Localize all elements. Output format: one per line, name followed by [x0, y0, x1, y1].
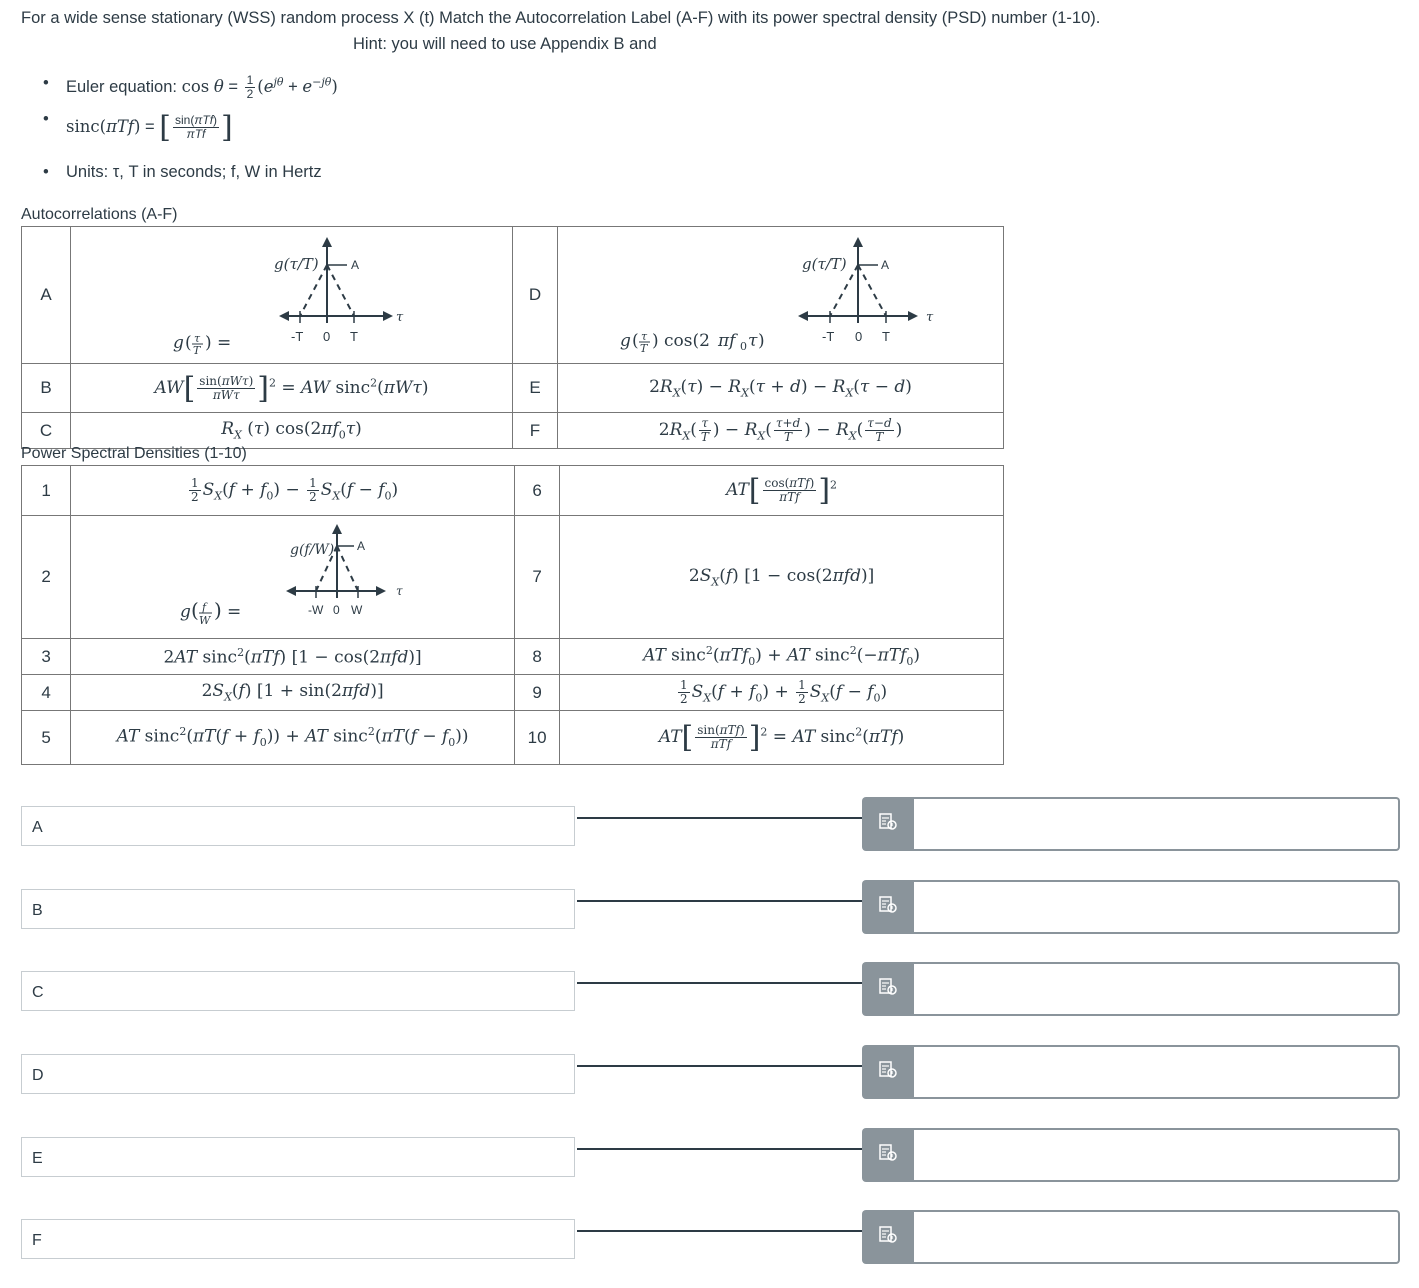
- psd-label-8: 8: [514, 639, 559, 675]
- psd-expr-5: AT $\sin c^2(\pi T(f + f_0))$ + AT $\sin c^2(\pi T(f - f_0))$: [71, 711, 515, 765]
- answer-button-c[interactable]: [862, 962, 914, 1016]
- svg-text:W: W: [351, 603, 363, 617]
- answer-button-d[interactable]: [862, 1045, 914, 1099]
- psd-label-1: 1: [22, 466, 71, 516]
- bullet-units: • Units: τ, T in seconds; f, W in Hertz: [21, 163, 322, 182]
- ac-expr-c: $R_X$ (τ) $\cos(2\pi f_0\tau)$: [71, 413, 513, 449]
- svg-text:0: 0: [740, 340, 747, 353]
- drag-drop-icon: [878, 1060, 898, 1085]
- psd-expr-4: $2S_X(f) [1 + \sin(2\pi fd)]$: [71, 675, 515, 711]
- autocorrelations-title: Autocorrelations (A-F): [21, 206, 178, 223]
- psd-label-9: 9: [514, 675, 559, 711]
- answer-label-e: E: [21, 1137, 575, 1177]
- svg-text:T: T: [193, 344, 201, 357]
- psd-expr-6: AT[ $\frac{\text{cos(πTf)}}{\text{πTf}}$ ]$^2$: [560, 466, 1004, 516]
- ac-expr-b: AW[ $\frac{\text{sin(πWτ)}}{\text{πWτ}}$ ]$^2$ = AW sinc$^2$(πWτ): [71, 364, 513, 413]
- answer-connector-d: [577, 1065, 863, 1067]
- ac-expr-a: [71, 227, 513, 364]
- svg-text:): ): [758, 331, 765, 351]
- drag-drop-icon: [878, 1143, 898, 1168]
- psd-expr-8: AT sinc$^2$(πTf$_0$) + AT sinc$^2$(−πTf$_0$): [560, 639, 1004, 675]
- ac-label-c: C: [22, 413, 71, 449]
- psd-expr-1: $\frac{1}{2}$ $S_X(f + f_0)$ − $\frac{1}{2}$ $S_X(f - f_0)$: [71, 466, 515, 516]
- svg-text:A: A: [357, 539, 366, 553]
- svg-text:τ: τ: [194, 332, 201, 345]
- svg-text:(: (: [632, 331, 639, 351]
- svg-text:τ: τ: [926, 310, 934, 325]
- svg-text:) cos(2: ) cos(2: [652, 331, 710, 351]
- answer-button-a[interactable]: [862, 797, 914, 851]
- svg-text:T: T: [882, 329, 890, 344]
- svg-text:g: g: [180, 602, 191, 622]
- triangle-plot-2: [72, 516, 513, 633]
- svg-text:g: g: [173, 333, 184, 353]
- answer-dropzone-d[interactable]: [914, 1045, 1400, 1099]
- psd-expr-3: 2AT sinc$^2$(πTf) [1 − cos(2πfd)]: [71, 639, 515, 675]
- svg-text:0: 0: [333, 603, 340, 617]
- hint-text: Hint: you will need to use Appendix B and: [353, 35, 657, 53]
- answer-button-e[interactable]: [862, 1128, 914, 1182]
- svg-text:τ: τ: [396, 584, 403, 598]
- answer-label-f: F: [21, 1219, 575, 1259]
- psd-expr-2: [71, 516, 515, 639]
- svg-text:-T: -T: [291, 329, 304, 344]
- svg-text:=: =: [227, 602, 242, 622]
- answer-dropzone-a[interactable]: [914, 797, 1400, 851]
- svg-text:f: f: [202, 601, 207, 614]
- svg-text:g(f/W): g(f/W): [290, 542, 335, 558]
- answer-connector-f: [577, 1230, 863, 1232]
- answer-label-d: D: [21, 1054, 575, 1094]
- svg-text:0: 0: [323, 329, 331, 344]
- answer-connector-b: [577, 900, 863, 902]
- psd-label-2: 2: [22, 516, 71, 639]
- svg-text:0: 0: [855, 329, 863, 344]
- svg-text:(: (: [191, 598, 199, 622]
- psd-label-5: 5: [22, 711, 71, 765]
- answer-dropzone-b[interactable]: [914, 880, 1400, 934]
- svg-text:g(τ/T): g(τ/T): [274, 255, 319, 273]
- answer-connector-a: [577, 817, 863, 819]
- svg-text:τ: τ: [748, 331, 758, 351]
- answer-label-b: B: [21, 889, 575, 929]
- psd-label-10: 10: [514, 711, 559, 765]
- answer-button-f[interactable]: [862, 1210, 914, 1264]
- psd-table: [21, 465, 1004, 765]
- ac-expr-e: $2R_X(\tau) - R_X(\tau + d) - R_X(\tau - d)$: [558, 364, 1004, 413]
- psd-label-7: 7: [514, 516, 559, 639]
- answer-dropzone-e[interactable]: [914, 1128, 1400, 1182]
- psd-label-6: 6: [514, 466, 559, 516]
- ac-expr-f: $2R_X$( $\frac{\tau}{T}$ ) − $R_X$( $\frac{\tau+d}{T}$ ) − $R_X$( $\frac{\tau-d}{T}$ ): [558, 413, 1004, 449]
- svg-text:-W: -W: [308, 603, 324, 617]
- answer-connector-c: [577, 982, 863, 984]
- psd-label-4: 4: [22, 675, 71, 711]
- answer-button-b[interactable]: [862, 880, 914, 934]
- ac-label-b: B: [22, 364, 71, 413]
- svg-text:A: A: [351, 258, 360, 272]
- bullet-euler: • Euler equation: cos θ = $\frac{1}{2}$ $(e^{j\theta} + e^{-j\theta})$: [21, 74, 338, 101]
- triangle-plot-d: [558, 227, 1003, 358]
- ac-label-e: E: [513, 364, 558, 413]
- svg-text:): ): [214, 598, 222, 622]
- answer-dropzone-c[interactable]: [914, 962, 1400, 1016]
- svg-text:(: (: [185, 333, 192, 353]
- ac-label-a: A: [22, 227, 71, 364]
- svg-text:g: g: [620, 331, 631, 351]
- drag-drop-icon: [878, 977, 898, 1002]
- drag-drop-icon: [878, 895, 898, 920]
- question-text: For a wide sense stationary (WSS) random process X (t) Match the Autocorrelation Label (A-F) with its power spectral density (PSD) number (1-10).: [21, 9, 1101, 27]
- svg-text:W: W: [199, 614, 211, 627]
- psd-title: Power Spectral Densities (1-10): [21, 445, 247, 462]
- bullet-sinc: • sinc(πTf) = [ $\frac{\text{sin(πTf)}}{\text{πTf}}$ ]: [21, 110, 233, 145]
- answer-dropzone-f[interactable]: [914, 1210, 1400, 1264]
- svg-text:A: A: [881, 258, 890, 272]
- drag-drop-icon: [878, 1225, 898, 1250]
- psd-label-3: 3: [22, 639, 71, 675]
- svg-text:τ: τ: [396, 310, 404, 325]
- triangle-plot-a: [71, 227, 512, 358]
- answer-label-c: C: [21, 971, 575, 1011]
- svg-text:T: T: [350, 329, 358, 344]
- svg-text:T: T: [640, 342, 648, 355]
- drag-drop-icon: [878, 812, 898, 837]
- svg-text:-T: -T: [822, 329, 835, 344]
- answer-label-a: A: [21, 806, 575, 846]
- svg-text:πf: πf: [718, 331, 736, 351]
- psd-expr-10: AT[ $\frac{\text{sin(πTf)}}{\text{πTf}}$ ]$^2$ = AT sinc$^2$(πTf): [560, 711, 1004, 765]
- svg-text:τ: τ: [641, 330, 648, 343]
- ac-label-d: D: [513, 227, 558, 364]
- ac-expr-d: [558, 227, 1004, 364]
- ac-label-f: F: [513, 413, 558, 449]
- svg-text:) =: ) =: [205, 333, 232, 353]
- autocorrelation-table: [21, 226, 1004, 449]
- psd-expr-9: $\frac{1}{2}$ $S_X(f + f_0)$ + $\frac{1}{2}$ $S_X(f - f_0)$: [560, 675, 1004, 711]
- answer-connector-e: [577, 1148, 863, 1150]
- svg-text:g(τ/T): g(τ/T): [802, 255, 847, 273]
- psd-expr-7: $2S_X(f) [1 - \cos(2\pi fd)]$: [560, 516, 1004, 639]
